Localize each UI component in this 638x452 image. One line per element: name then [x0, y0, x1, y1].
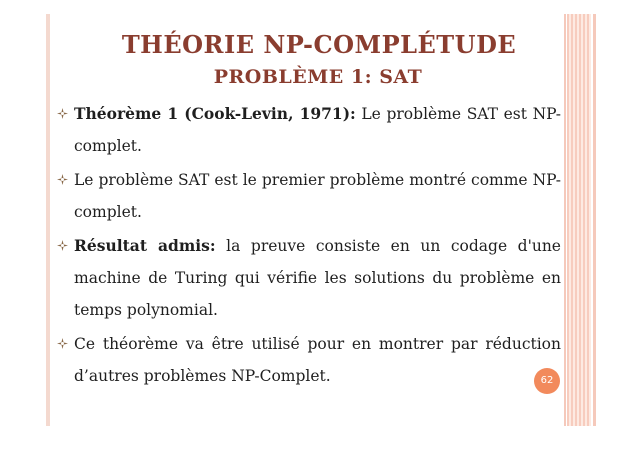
- bullet-item: [56, 98, 561, 162]
- page-number-badge: 62: [534, 368, 560, 394]
- slide-title: THÉORIE NP-COMPLÉTUDE: [121, 30, 517, 59]
- diamond-flower-icon: [57, 240, 68, 251]
- diamond-flower-icon: [57, 174, 68, 185]
- bullet-item: [56, 164, 561, 228]
- bullet-bold-text: Résultat admis:: [74, 236, 216, 255]
- left-border-line: [46, 14, 50, 426]
- bullet-text: Le problème SAT est le premier problème montré comme NP-complet.: [74, 171, 561, 221]
- bullet-text: Le problème SAT est NP-complet.: [74, 105, 561, 155]
- diamond-flower-icon: [57, 108, 68, 119]
- bullet-text: Ce théorème va être utilisé pour en montrer par réduction d’autres problèmes NP-Complet.: [74, 335, 561, 385]
- bullet-item: [56, 328, 561, 392]
- slide-subtitle: PROBLÈME 1: SAT: [213, 66, 423, 88]
- bullet-text: la preuve consiste en un codage d'une machine de Turing qui vérifie les solutions du problème en temps polynomial.: [74, 237, 561, 319]
- bullet-list: [56, 98, 561, 392]
- right-decorative-stripes: [567, 14, 591, 426]
- diamond-flower-icon: [57, 338, 68, 349]
- bullet-item: [56, 230, 561, 326]
- bullet-bold-text: Théorème 1 (Cook-Levin, 1971):: [74, 104, 356, 123]
